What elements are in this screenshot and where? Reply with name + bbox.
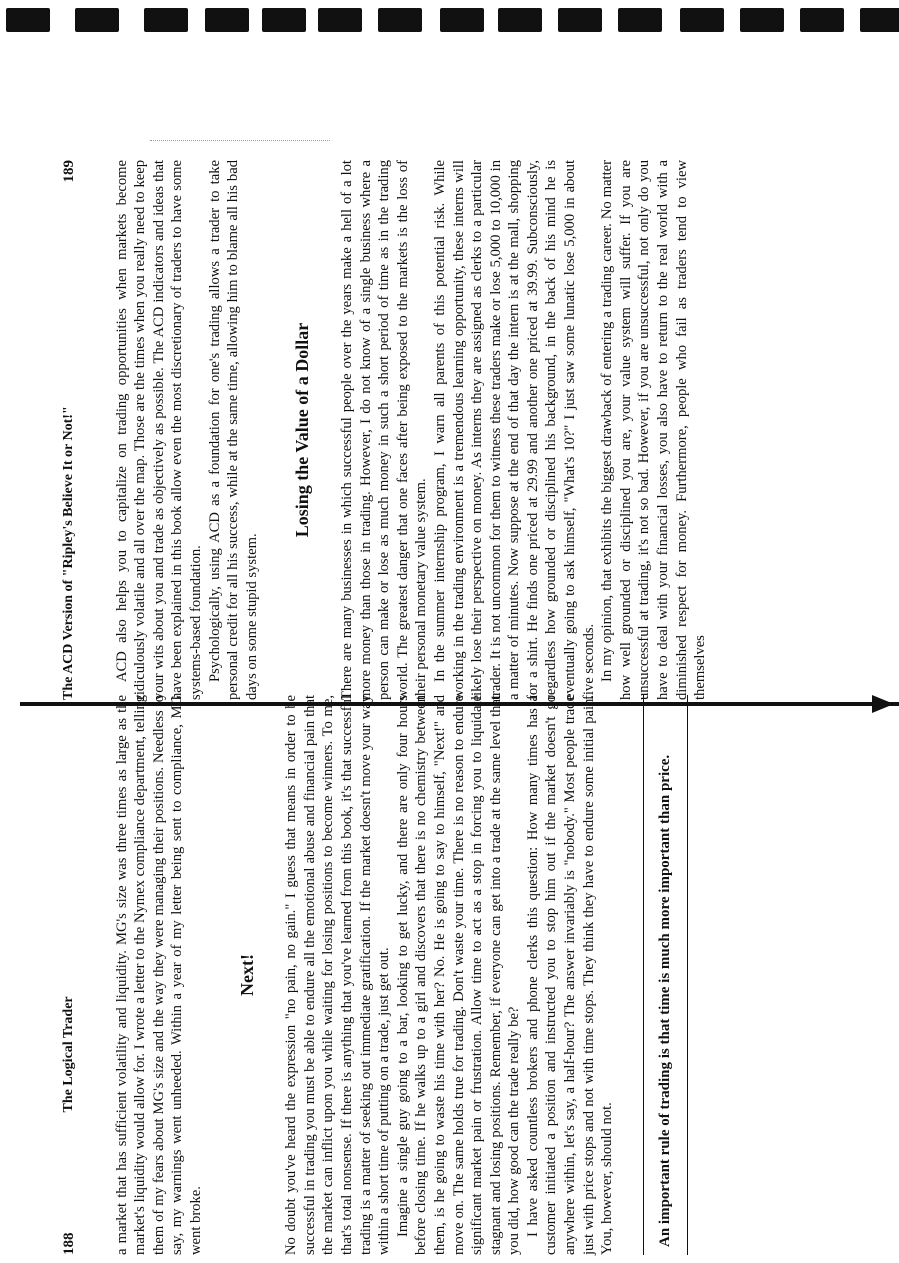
binder-hole [205,8,249,32]
paragraph: Psychologically, using ACD as a foundation for one's trading allows a trader to take personal credit for all his success, while at the same time, allowing him to blame all his bad days on some stupid system. [206,160,260,700]
bleed-through-marks [150,140,330,143]
paragraph: a market that has sufficient volatility and liquidity. MG's size was three times as large as the market's liquidity would allow for. I wrote a letter to the Nymex compliance department, telling them of my fears about MG's size and the way they were managing their positions. Needless to say, my warnings went unheeded. Within a year of my letter being sent to compliance, MG went broke. [113,695,204,1255]
paragraph: In the summer internship program, I warn all parents of this potential risk. While working in the trading environment is a tremendous learning opportunity, these interns will likely lose their perspective on money. As interns they are assigned as clerks to a particular trader. It is not uncommon for them to witness these traders make or lose 5,000 to 10,000 in a matter of minutes. Now suppose at the end of that day the intern is at the mall, shopping for a shirt. He finds one priced at 29.99 and another one priced at 39.99. Subconsciously, regardless how grounded or disciplined his background, in the back of his mind he is eventually going to ask himself, "What's 10?" I just saw some lunatic lose 5,000 in about five seconds. [431,160,597,700]
binder-hole [75,8,119,32]
paragraph: There are many businesses in which successful people over the years make a hell of a lot more money than those in trading. However, I do not know of a single business where a person can make or lose as much money in such a short period of time as in the trading world. The greatest danger that one faces after being exposed to the markets is the loss of their personal monetary value system. [338,160,430,700]
page-188 [60,695,860,1255]
running-head: The Logical Trader [61,996,76,1113]
paragraph: ACD also helps you to capitalize on trading opportunities when markets become ridiculously volatile and all over the map. Those are the times when you really need to keep your wits about you and trade as objectively as possible. The ACD indicators and ideas that have been explained in this book allow even the most discretionary of traders to have some systems-based foundation. [113,160,204,700]
running-head: The ACD Version of "Ripley's Believe It or Not!" [61,406,76,700]
binder-hole [262,8,306,32]
paragraph: In my opinion, that exhibits the biggest drawback of entering a trading career. No matter how well grounded or disciplined you are, your value system will suffer. If you are unsuccessful at trading, it's not so bad. However, if you are unsuccessful, not only do you have to deal with your financial losses, you also have to return to the real world with a diminished respect for money. Furthermore, people who fail as traders tend to view themselves [599,160,709,700]
section-title: Next! [236,954,257,996]
binder-hole [498,8,542,32]
page-189 [60,160,880,700]
binder-hole [440,8,484,32]
binder-hole [618,8,662,32]
paragraph: No doubt you've heard the expression "no pain, no gain." I guess that means in order to be successful in trading you must be able to endure all the emotional abuse and financial pain that the market can inflict upon you while waiting for losing positions to become winners. To me, that's total nonsense. If there is anything that you've learned from this book, it's that successful trading is a matter of seeking out immediate gratification. If the market doesn't move your way within a short time of putting on a trade, just get out. [283,695,393,1255]
spine-tip [872,695,894,713]
binder-hole [740,8,784,32]
callout-box: An important rule of trading is that time is much more important than price. [643,695,688,1255]
binder-hole [144,8,188,32]
binder-hole [378,8,422,32]
binder-hole [860,8,899,32]
binder-hole [6,8,50,32]
paragraph: Imagine a single guy going to a bar, looking to get lucky, and there are only four hours before closing time. If he walks up to a girl and discovers that there is no chemistry between them, is he going to waste his time with her? No. He is going to say to himself, "Next!" and move on. The same holds true for trading. Don't waste your time. There is no reason to endure significant market pain or frustration. Allow time to act as a stop in forcing you to liquidate stagnant and losing positions. Remember, if everyone can get into a trade at the same level that you did, how good can the trade really be? [394,695,523,1255]
binder-hole [558,8,602,32]
binder-holes [0,0,899,40]
binder-hole [800,8,844,32]
section-title: Losing the Value of a Dollar [292,322,313,538]
binder-hole [318,8,362,32]
page-header [60,695,79,1255]
page-number: 188 [61,1232,77,1255]
paragraph: I have asked countless brokers and phone clerks this question: How many times has a customer initiated a position and instructed you to stop him out if the market doesn't go anywhere within, let's say, a half-hour? The answer invariably is "nobody." Most people trade just with price stops and not with time stops. They think they have to endure some initial pain. You, however, should not. [524,695,616,1255]
binder-hole [680,8,724,32]
page-header [60,160,79,700]
page-number: 189 [61,160,77,183]
